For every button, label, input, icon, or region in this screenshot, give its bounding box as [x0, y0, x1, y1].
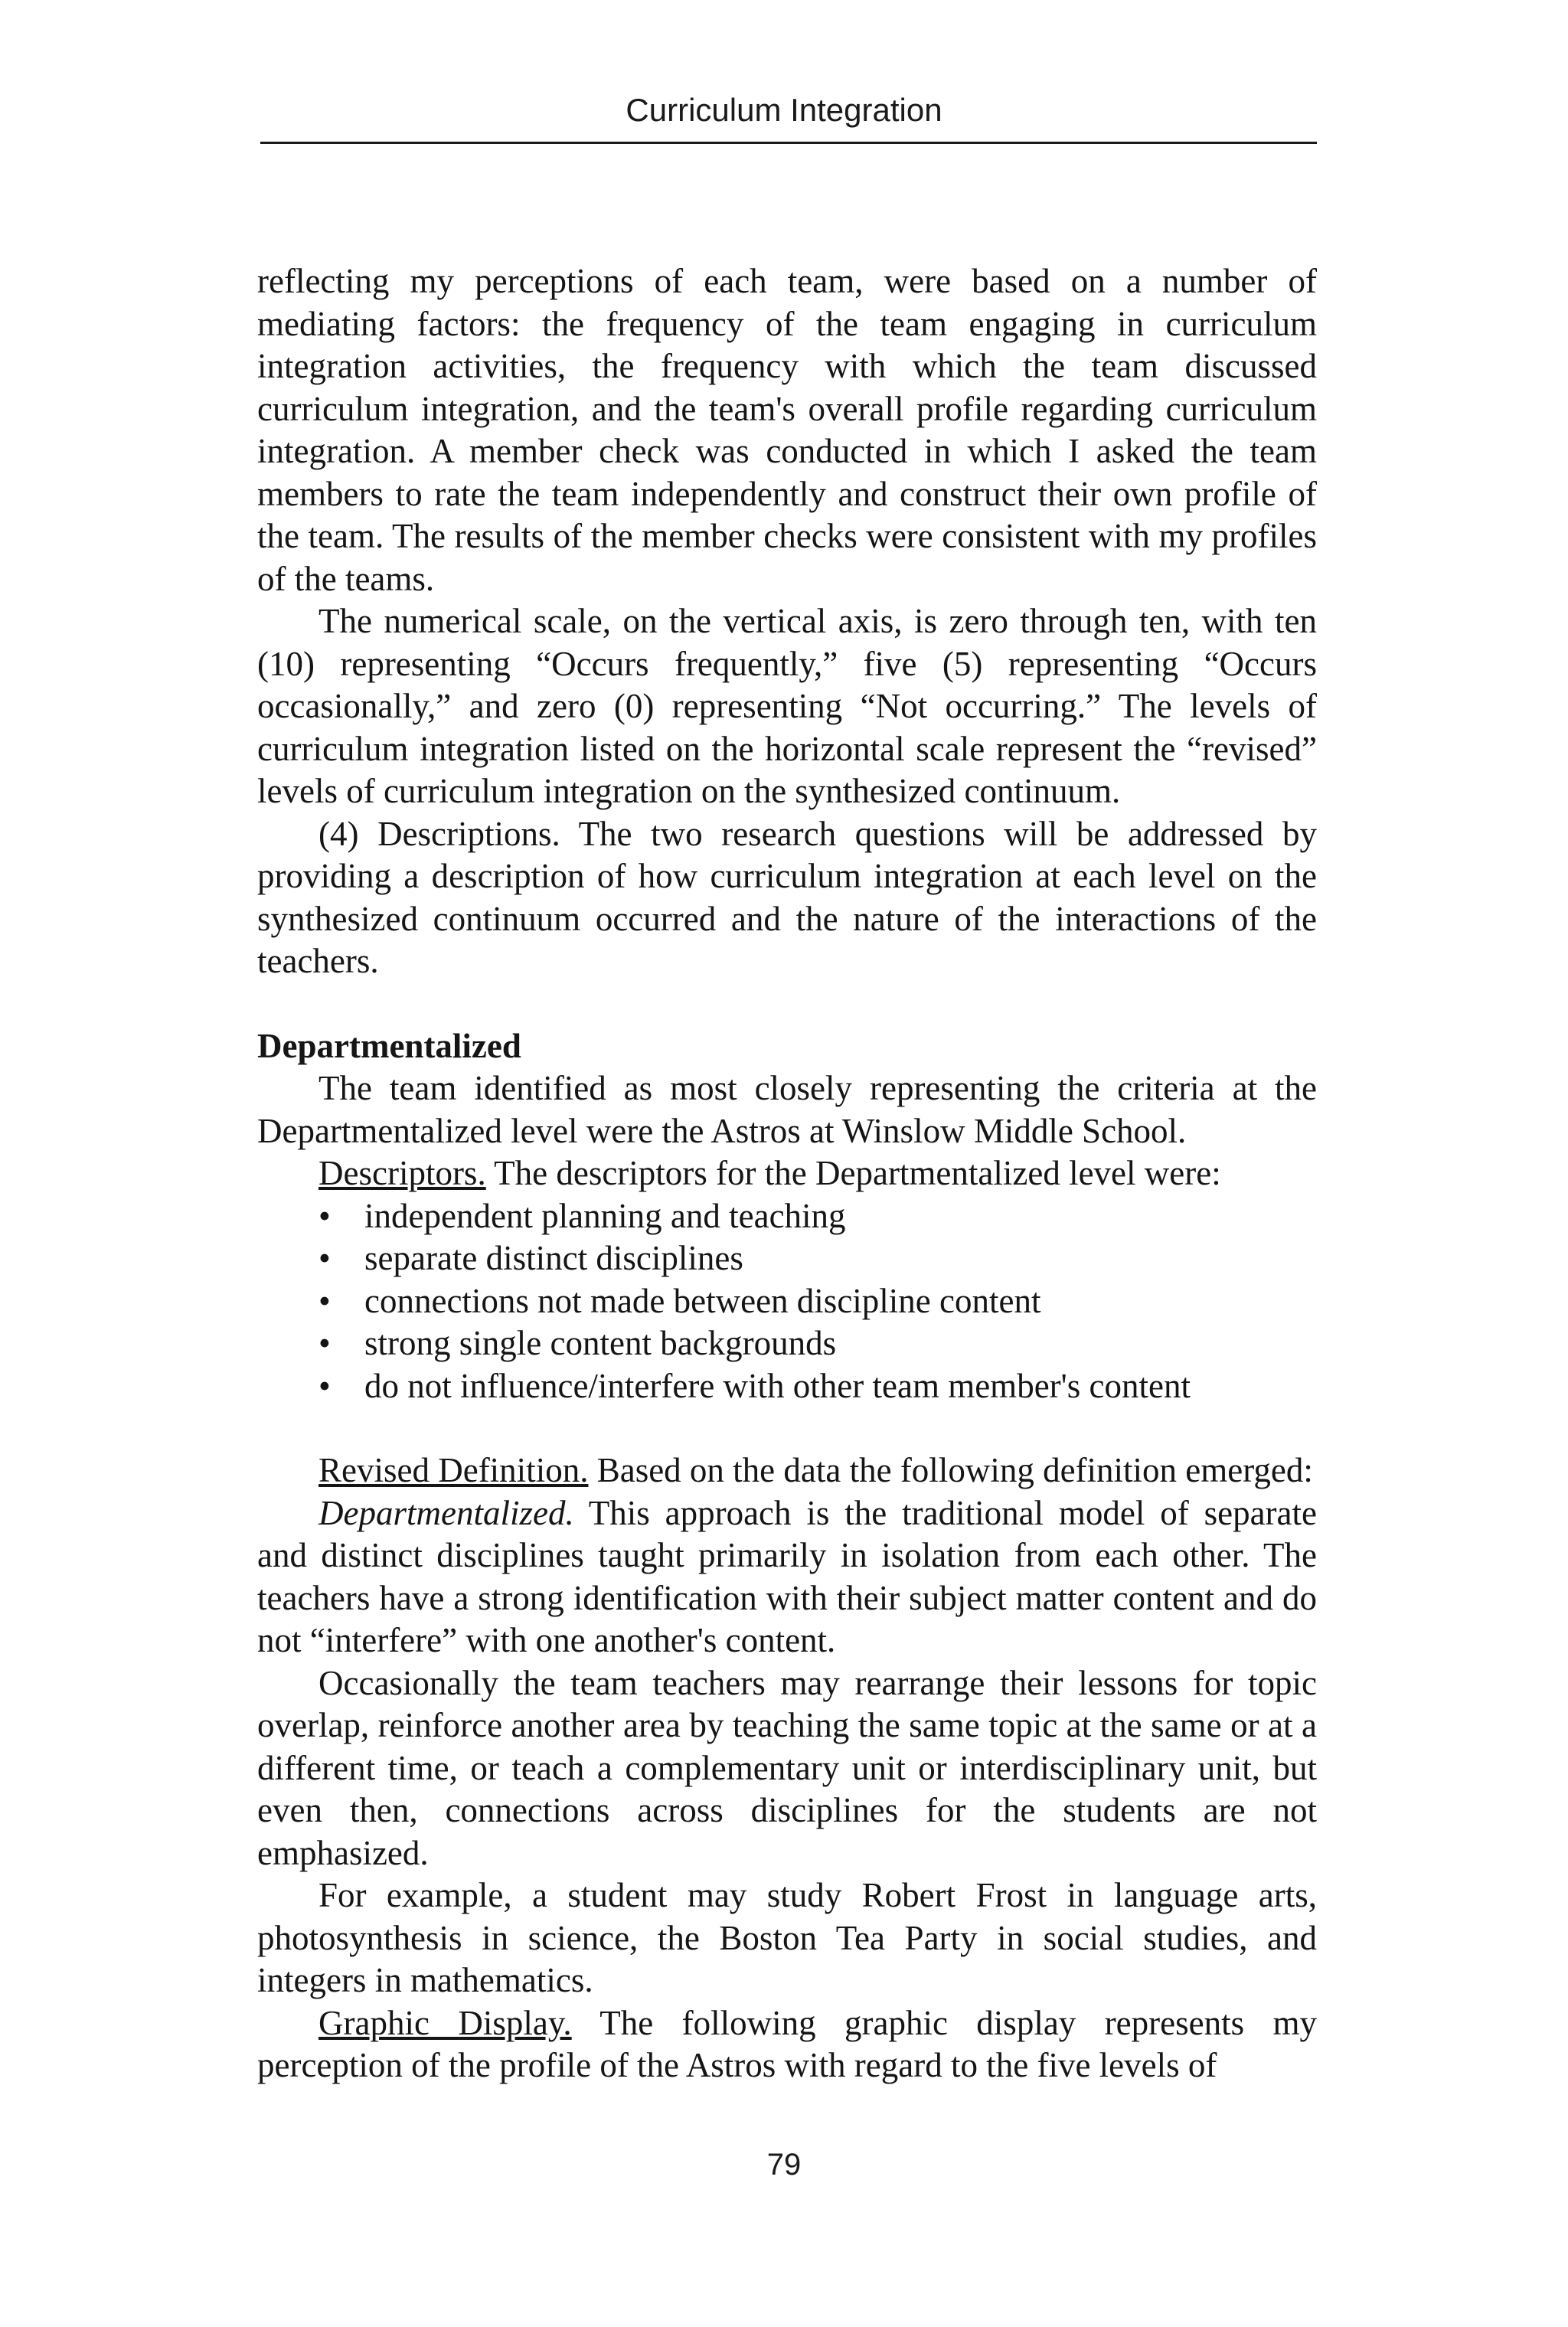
header-rule	[260, 142, 1317, 144]
list-item: • connections not made between discipline content	[318, 1280, 1317, 1323]
definition-paragraph	[257, 1492, 1317, 1662]
graphic-display-text: The following graphic display represents my perception of the profile of the Astros with regard to the five levels of	[257, 2003, 1318, 2084]
page-body	[257, 260, 1317, 2087]
paragraph-example: For example, a student may study Robert Frost in language arts, photosynthesis in science, the Boston Tea Party in social studies, and integers in mathematics.	[257, 1876, 1317, 1999]
section-heading: Departmentalized	[257, 1026, 521, 1065]
definition-term: Departmentalized.	[318, 1493, 574, 1532]
list-item: • independent planning and teaching	[318, 1195, 1317, 1238]
paragraph-continuation: reflecting my perceptions of each team, were based on a number of mediating factors: the frequency of the team engaging in curriculum integration activities, the frequency with which the team discussed curriculum integration, and the team's overall profile regarding curriculum integration. A member check was conducted in which I asked the team members to rate the team independently and construct their own profile of the team. The results of the member checks were consistent with my profiles of the teams.	[257, 262, 1317, 598]
section-intro: The team identified as most closely representing the criteria at the Departmentalized level were the Astros at Winslow Middle School.	[257, 1069, 1317, 1150]
page-number: 79	[766, 2148, 802, 2182]
descriptors-label: Descriptors.	[318, 1154, 486, 1192]
revised-definition-label: Revised Definition.	[318, 1451, 589, 1489]
list-item: • strong single content backgrounds	[318, 1322, 1317, 1365]
paragraph-occasionally: Occasionally the team teachers may rearrange their lessons for topic overlap, reinforce another area by teaching the same topic at the same or at a different time, or teach a complementary unit or interdisciplinary unit, but even then, connections across disciplines for the students are not emphasized.	[257, 1663, 1317, 1872]
graphic-display-paragraph	[257, 2002, 1317, 2087]
running-header: Curriculum Integration	[626, 92, 942, 128]
list-item: • separate distinct disciplines	[318, 1237, 1317, 1280]
revised-definition-paragraph	[257, 1449, 1317, 1492]
paragraph-descriptions: (4) Descriptions. The two research questions will be addressed by providing a description of how curriculum integration at each level on the synthesized continuum occurred and the nature of the interactions of the teachers.	[257, 814, 1317, 980]
list-item: • do not influence/interfere with other team member's content	[318, 1365, 1317, 1408]
descriptor-list	[257, 1195, 1317, 1408]
revised-definition-text: Based on the data the following definition emerged:	[588, 1451, 1313, 1489]
graphic-display-label: Graphic Display.	[318, 2003, 572, 2042]
paragraph-numerical-scale: The numerical scale, on the vertical axis, is zero through ten, with ten (10) representing “Occurs frequently,” five (5) representing “Occurs occasionally,” and zero (0) representing “Not occurring.” The levels of curriculum integration listed on the horizontal scale represent the “revised” levels of curriculum integration on the synthesized continuum.	[257, 602, 1317, 810]
definition-text: This approach is the traditional model of separate and distinct disciplines taught primarily in isolation from each other. The teachers have a strong identification with their subject matter content and do not “interfere” with one another's content.	[257, 1493, 1317, 1659]
descriptors-text: The descriptors for the Departmentalized level were:	[485, 1154, 1221, 1192]
descriptors-paragraph	[257, 1152, 1317, 1195]
